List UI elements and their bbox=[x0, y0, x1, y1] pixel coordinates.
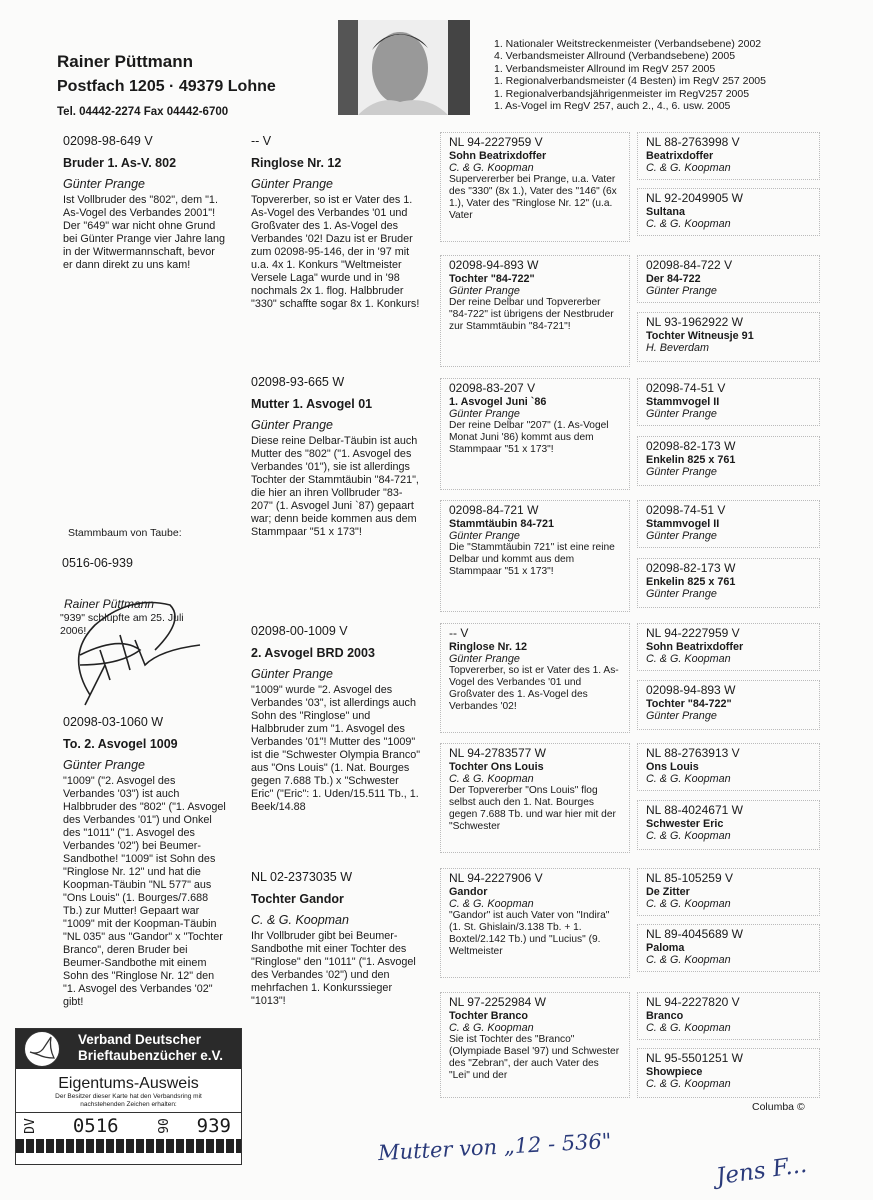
pedigree-card bbox=[440, 743, 630, 853]
card-name: Tochter "84-722" bbox=[646, 698, 732, 710]
pedigree-card bbox=[637, 992, 820, 1040]
card-breeder: Günter Prange bbox=[63, 177, 145, 191]
card-ring: NL 02-2373035 W bbox=[251, 870, 352, 884]
card-text: Der reine Delbar "207" (1. As-Vogel Monat Juni '86) kommt aus dem Stammpaar "51 x 173"! bbox=[449, 420, 609, 456]
pedigree-card bbox=[440, 132, 630, 242]
card-breeder: C. & G. Koopman bbox=[646, 1078, 731, 1091]
card-ring: 02098-82-173 W bbox=[646, 439, 736, 453]
dove-logo-icon bbox=[24, 1031, 60, 1067]
card-name: De Zitter bbox=[646, 886, 690, 898]
owner-photo bbox=[338, 20, 470, 115]
card-breeder: Günter Prange bbox=[251, 667, 333, 681]
card-name: Ringlose Nr. 12 bbox=[251, 156, 342, 170]
pedigree-card bbox=[243, 373, 431, 605]
card-ring: 02098-94-893 W bbox=[449, 258, 539, 272]
card-text: Ist Vollbruder des "802", dem "1. As-Vogel des Verbandes 2001"! Der "649" war nicht ohne Grund bei Günter Prange vier Jahre lang in der Witwermannschaft, bevor er dann direkt zu uns kam! bbox=[63, 194, 226, 271]
achievement: 1. Regionalverbandsmeister (4 Besten) im RegV 257 2005 bbox=[494, 75, 766, 88]
card-ring: 02098-94-893 W bbox=[646, 683, 736, 697]
card-text: Ihr Vollbruder gibt bei Beumer-Sandbothe mit einer Tochter des "Ringlose" den "1011" ("1. Asvogel des Verbandes '02") und den mehrfachen 1. Konkurssieger "1013"! bbox=[251, 930, 416, 1007]
card-text: Die "Stammtäubin 721" ist eine reine Delbar und kommt aus dem Stammpaar "51 x 173"! bbox=[449, 542, 615, 578]
card-ring: NL 89-4045689 W bbox=[646, 927, 743, 941]
pedigree-card bbox=[637, 132, 820, 180]
pedigree-card bbox=[243, 622, 431, 847]
card-breeder: C. & G. Koopman bbox=[646, 773, 731, 786]
card-breeder: C. & G. Koopman bbox=[251, 913, 349, 927]
card-name: Paloma bbox=[646, 942, 685, 954]
pedigree-card bbox=[55, 713, 235, 1033]
card-text: Sie ist Tochter des "Branco" (Olympiade Basel '97) und Schwester des "Zebran", der auch Vater des "Lei" und der bbox=[449, 1034, 620, 1082]
card-text: Der Topvererber "Ons Louis" flog selbst auch den 1. Nat. Bourges gegen 7.688 Tb. und war hier mit der "Schwester bbox=[449, 785, 616, 833]
card-breeder: C. & G. Koopman bbox=[646, 162, 731, 175]
card-name: Enkelin 825 x 761 bbox=[646, 454, 736, 466]
card-name: Tochter Branco bbox=[449, 1010, 528, 1022]
card-ring: NL 88-4024671 W bbox=[646, 803, 743, 817]
achievement: 1. Regionalverbandsjährigenmeister im RegV257 2005 bbox=[494, 87, 750, 100]
decorative-band bbox=[16, 1139, 241, 1153]
pedigree-card bbox=[440, 623, 630, 733]
card-name: Bruder 1. As-V. 802 bbox=[63, 156, 177, 170]
card-text: Topvererber, so ist er Vater des 1. As-Vogel des Verbandes '01 und Großvater des 1. As-Vogel des Verbandes '02! Dazu ist er Bruder zum 02098-95-146, der in '97 mit u.a. 4x 1. Konkurs "Weltmeister Versele Laga" wurde und in '98 nochmals 2x 1. flog. Halbbruder "330" schaffte sogar 8x 1. Konkurs! bbox=[251, 194, 420, 310]
pedigree-card bbox=[243, 868, 431, 1040]
ring-club: 0516 bbox=[72, 1115, 119, 1137]
card-text: "Gandor" ist auch Vater von "Indira" (1. St. Ghislain/3.138 Tb. + 1. Boxtel/2.142 Tb.) und "Lucius" (9. Weltmeister bbox=[449, 910, 610, 958]
copyright: Columba © bbox=[752, 1101, 805, 1113]
card-name: Stammtäubin 84-721 bbox=[449, 518, 555, 530]
card-name: Sohn Beatrixdoffer bbox=[646, 641, 744, 653]
card-ring: NL 94-2783577 W bbox=[449, 746, 546, 760]
card-ring: NL 95-5501251 W bbox=[646, 1051, 743, 1065]
card-name: 2. Asvogel BRD 2003 bbox=[251, 646, 375, 660]
achievements-list bbox=[494, 38, 766, 112]
pedigree-card bbox=[637, 255, 820, 303]
card-ring: NL 94-2227959 V bbox=[449, 135, 543, 149]
card-breeder: C. & G. Koopman bbox=[646, 218, 731, 231]
achievement: 1. As-Vogel im RegV 257, auch 2., 4., 6. usw. 2005 bbox=[494, 100, 731, 113]
pedigree-card bbox=[440, 992, 630, 1098]
card-ring: 02098-00-1009 V bbox=[251, 624, 348, 638]
card-name: Showpiece bbox=[646, 1066, 703, 1078]
owner-name: Rainer Püttmann bbox=[57, 52, 194, 71]
pedigree-card bbox=[440, 500, 630, 612]
pedigree-card bbox=[440, 868, 630, 978]
card-breeder: Günter Prange bbox=[449, 285, 520, 298]
card-breeder: Günter Prange bbox=[251, 418, 333, 432]
card-ring: 02098-74-51 V bbox=[646, 381, 726, 395]
achievement: 1. Nationaler Weitstreckenmeister (Verbandsebene) 2002 bbox=[494, 38, 762, 50]
card-ring: NL 88-2763913 V bbox=[646, 746, 740, 760]
pedigree-card bbox=[637, 558, 820, 608]
card-ring: 02098-84-722 V bbox=[646, 258, 733, 272]
card-breeder: Günter Prange bbox=[646, 588, 717, 601]
card-name: Beatrixdoffer bbox=[646, 150, 714, 162]
card-name: Mutter 1. Asvogel 01 bbox=[251, 397, 373, 411]
subject-ring: 0516-06-939 bbox=[62, 556, 133, 570]
card-text: Topvererber, so ist er Vater des 1. As-Vogel des Verbandes '01 und Großvater des 1. As-Vogel des Verbandes '02! bbox=[449, 665, 619, 713]
card-breeder: C. & G. Koopman bbox=[449, 898, 534, 911]
card-ring: NL 93-1962922 W bbox=[646, 315, 743, 329]
pedigree-label: Stammbaum von Taube: bbox=[68, 527, 182, 539]
card-breeder: Günter Prange bbox=[646, 530, 717, 543]
card-breeder: C. & G. Koopman bbox=[449, 773, 534, 786]
pedigree-card bbox=[637, 378, 820, 426]
card-text: Diese reine Delbar-Täubin ist auch Mutter des "802" ("1. Asvogel des Verbandes '01"), sie ist allerdings Tochter der Stammtäubin "84-721", die hier an ihren Vollbruder "83-207" (1. Asvogel Juni `87) gepaart war; denn beide kommen aus dem Stammpaar "51 x 173"! bbox=[251, 435, 419, 538]
card-name: Branco bbox=[646, 1010, 684, 1022]
card-breeder: C. & G. Koopman bbox=[449, 162, 534, 175]
pedigree-card bbox=[637, 188, 820, 236]
ring-card-title: Eigentums-Ausweis bbox=[58, 1075, 199, 1092]
card-ring: NL 94-2227906 V bbox=[449, 871, 543, 885]
pedigree-card bbox=[55, 132, 235, 332]
card-ring: NL 97-2252984 W bbox=[449, 995, 546, 1009]
pedigree-card bbox=[440, 255, 630, 367]
card-ring: 02098-82-173 W bbox=[646, 561, 736, 575]
ring-card-org: Verband Deutscher Brieftaubenzücher e.V. bbox=[16, 1029, 241, 1069]
pedigree-card bbox=[637, 436, 820, 486]
pedigree-card bbox=[637, 680, 820, 730]
card-ring: NL 85-105259 V bbox=[646, 871, 733, 885]
card-name: Gandor bbox=[449, 886, 488, 898]
card-text: Der reine Delbar und Topvererber "84-722" ist übrigens der Nestbruder zur Stammtäubin "84-721"! bbox=[449, 297, 614, 333]
card-ring: 02098-93-665 W bbox=[251, 375, 345, 389]
card-ring: 02098-84-721 W bbox=[449, 503, 539, 517]
card-name: Schwester Eric bbox=[646, 818, 724, 830]
card-text: Supervererber bei Prange, u.a. Vater des "330" (8x 1.), Vater des "146" (6x 1.), Vater des "Ringlose Nr. 12" (u.a. Vater bbox=[449, 174, 617, 222]
owner-address: Postfach 1205 · 49379 Lohne bbox=[57, 78, 276, 95]
pedigree-card bbox=[637, 1048, 820, 1098]
card-breeder: Günter Prange bbox=[251, 177, 333, 191]
card-breeder: C. & G. Koopman bbox=[646, 653, 731, 666]
pedigree-card bbox=[637, 868, 820, 916]
card-breeder: Günter Prange bbox=[449, 653, 520, 666]
card-ring: NL 88-2763998 V bbox=[646, 135, 740, 149]
card-ring: -- V bbox=[449, 626, 469, 640]
signature bbox=[60, 595, 205, 715]
card-ring: NL 92-2049905 W bbox=[646, 191, 743, 205]
card-ring: 02098-98-649 V bbox=[63, 134, 153, 148]
ring-prefix: DV bbox=[22, 1118, 38, 1134]
card-ring: -- V bbox=[251, 134, 272, 148]
ring-card-subtitle: Der Besitzer dieser Karte hat den Verbandsring mit nachstehenden Zeichen erhalten: bbox=[55, 1093, 202, 1108]
card-name: To. 2. Asvogel 1009 bbox=[63, 737, 178, 751]
card-text: "1009" ("2. Asvogel des Verbandes '03") ist auch Halbbruder des "802" ("1. Asvogel des Verbandes '01") und Onkel des "1011" ("1. Asvogel des Verbandes '02") bei Beumer-Sandbothe! "1009" ist Sohn des "Ringlose Nr. 12" und hat die Koopman-Täubin "NL 577" aus "Ons Louis" (1. Bourges/7.688 Tb.) zur Mutter! Gepaart war "1009" mit der Koopman-Täubin "NL 035" aus "Gandor" x "Tochter Branco", deren Bruder bei Beumer-Sandbothe mit einem Sohn des "Ringlose Nr. 12" den "1. Asvogel des Verbandes '02" gibt! bbox=[63, 775, 226, 1008]
card-breeder: Günter Prange bbox=[646, 285, 717, 298]
card-breeder: Günter Prange bbox=[646, 710, 717, 723]
pedigree-card bbox=[637, 500, 820, 548]
card-name: Sohn Beatrixdoffer bbox=[449, 150, 547, 162]
achievement: 4. Verbandsmeister Allround (Verbandsebene) 2005 bbox=[494, 50, 736, 63]
subject-breeder: Rainer Püttmann bbox=[64, 597, 155, 611]
card-breeder: C. & G. Koopman bbox=[646, 898, 731, 911]
ring-ownership-card bbox=[15, 1028, 242, 1165]
card-name: Tochter Gandor bbox=[251, 892, 344, 906]
card-name: Sultana bbox=[646, 206, 685, 218]
pedigree-card bbox=[637, 924, 820, 972]
ring-number bbox=[16, 1112, 241, 1139]
card-breeder: C. & G. Koopman bbox=[646, 830, 731, 843]
card-breeder: Günter Prange bbox=[646, 408, 717, 421]
card-breeder: Günter Prange bbox=[646, 466, 717, 479]
card-ring: NL 94-2227820 V bbox=[646, 995, 740, 1009]
card-ring: 02098-03-1060 W bbox=[63, 715, 164, 729]
card-name: Stammvogel II bbox=[646, 396, 720, 408]
card-ring: NL 94-2227959 V bbox=[646, 626, 740, 640]
ring-year: 06 bbox=[153, 1118, 169, 1134]
card-name: Der 84-722 bbox=[646, 273, 701, 285]
card-breeder: H. Beverdam bbox=[646, 342, 710, 355]
pedigree-card bbox=[637, 800, 820, 850]
handwritten-note: Mutter von „12 - 536" bbox=[377, 1128, 613, 1166]
owner-phone: Tel. 04442-2274 Fax 04442-6700 bbox=[57, 106, 229, 118]
card-name: Stammvogel II bbox=[646, 518, 720, 530]
card-breeder: C. & G. Koopman bbox=[646, 954, 731, 967]
ring-serial: 939 bbox=[196, 1115, 231, 1137]
card-name: Tochter "84-722" bbox=[449, 273, 535, 285]
card-name: Ons Louis bbox=[646, 761, 699, 773]
pedigree-card bbox=[637, 623, 820, 671]
card-ring: 02098-74-51 V bbox=[646, 503, 726, 517]
card-name: Enkelin 825 x 761 bbox=[646, 576, 736, 588]
card-name: Tochter Ons Louis bbox=[449, 761, 544, 773]
card-breeder: Günter Prange bbox=[449, 530, 520, 543]
card-breeder: C. & G. Koopman bbox=[449, 1022, 534, 1035]
card-name: Tochter Witneusje 91 bbox=[646, 330, 754, 342]
card-breeder: Günter Prange bbox=[63, 758, 145, 772]
card-name: Ringlose Nr. 12 bbox=[449, 641, 528, 653]
subject-text: "939" schlüpfte am 25. Juli 2006! bbox=[60, 612, 184, 637]
card-breeder: Günter Prange bbox=[449, 408, 520, 421]
card-breeder: C. & G. Koopman bbox=[646, 1022, 731, 1035]
handwritten-signature: Jens F... bbox=[714, 1151, 809, 1191]
pedigree-card bbox=[243, 132, 431, 390]
pedigree-card bbox=[440, 378, 630, 490]
pedigree-card bbox=[637, 743, 820, 791]
card-text: "1009" wurde "2. Asvogel des Verbandes '03", ist allerdings auch Sohn des "Ringlose" und Halbbruder zum "1. Asvogel des Verbandes '01"! Mutter des "1009" ist die "Schwester Olympia Branco" aus "Ons Louis" (1. Nat. Bourges gegen 7.688 Tb.) x "Schwester Eric" ("Eric": 1. Uden/15.511 Tb., 1. Beek/14.88 bbox=[251, 684, 421, 813]
card-ring: 02098-83-207 V bbox=[449, 381, 536, 395]
pedigree-card bbox=[637, 312, 820, 362]
card-name: 1. Asvogel Juni `86 bbox=[449, 396, 547, 408]
achievement: 1. Verbandsmeister Allround im RegV 257 2005 bbox=[494, 62, 716, 75]
